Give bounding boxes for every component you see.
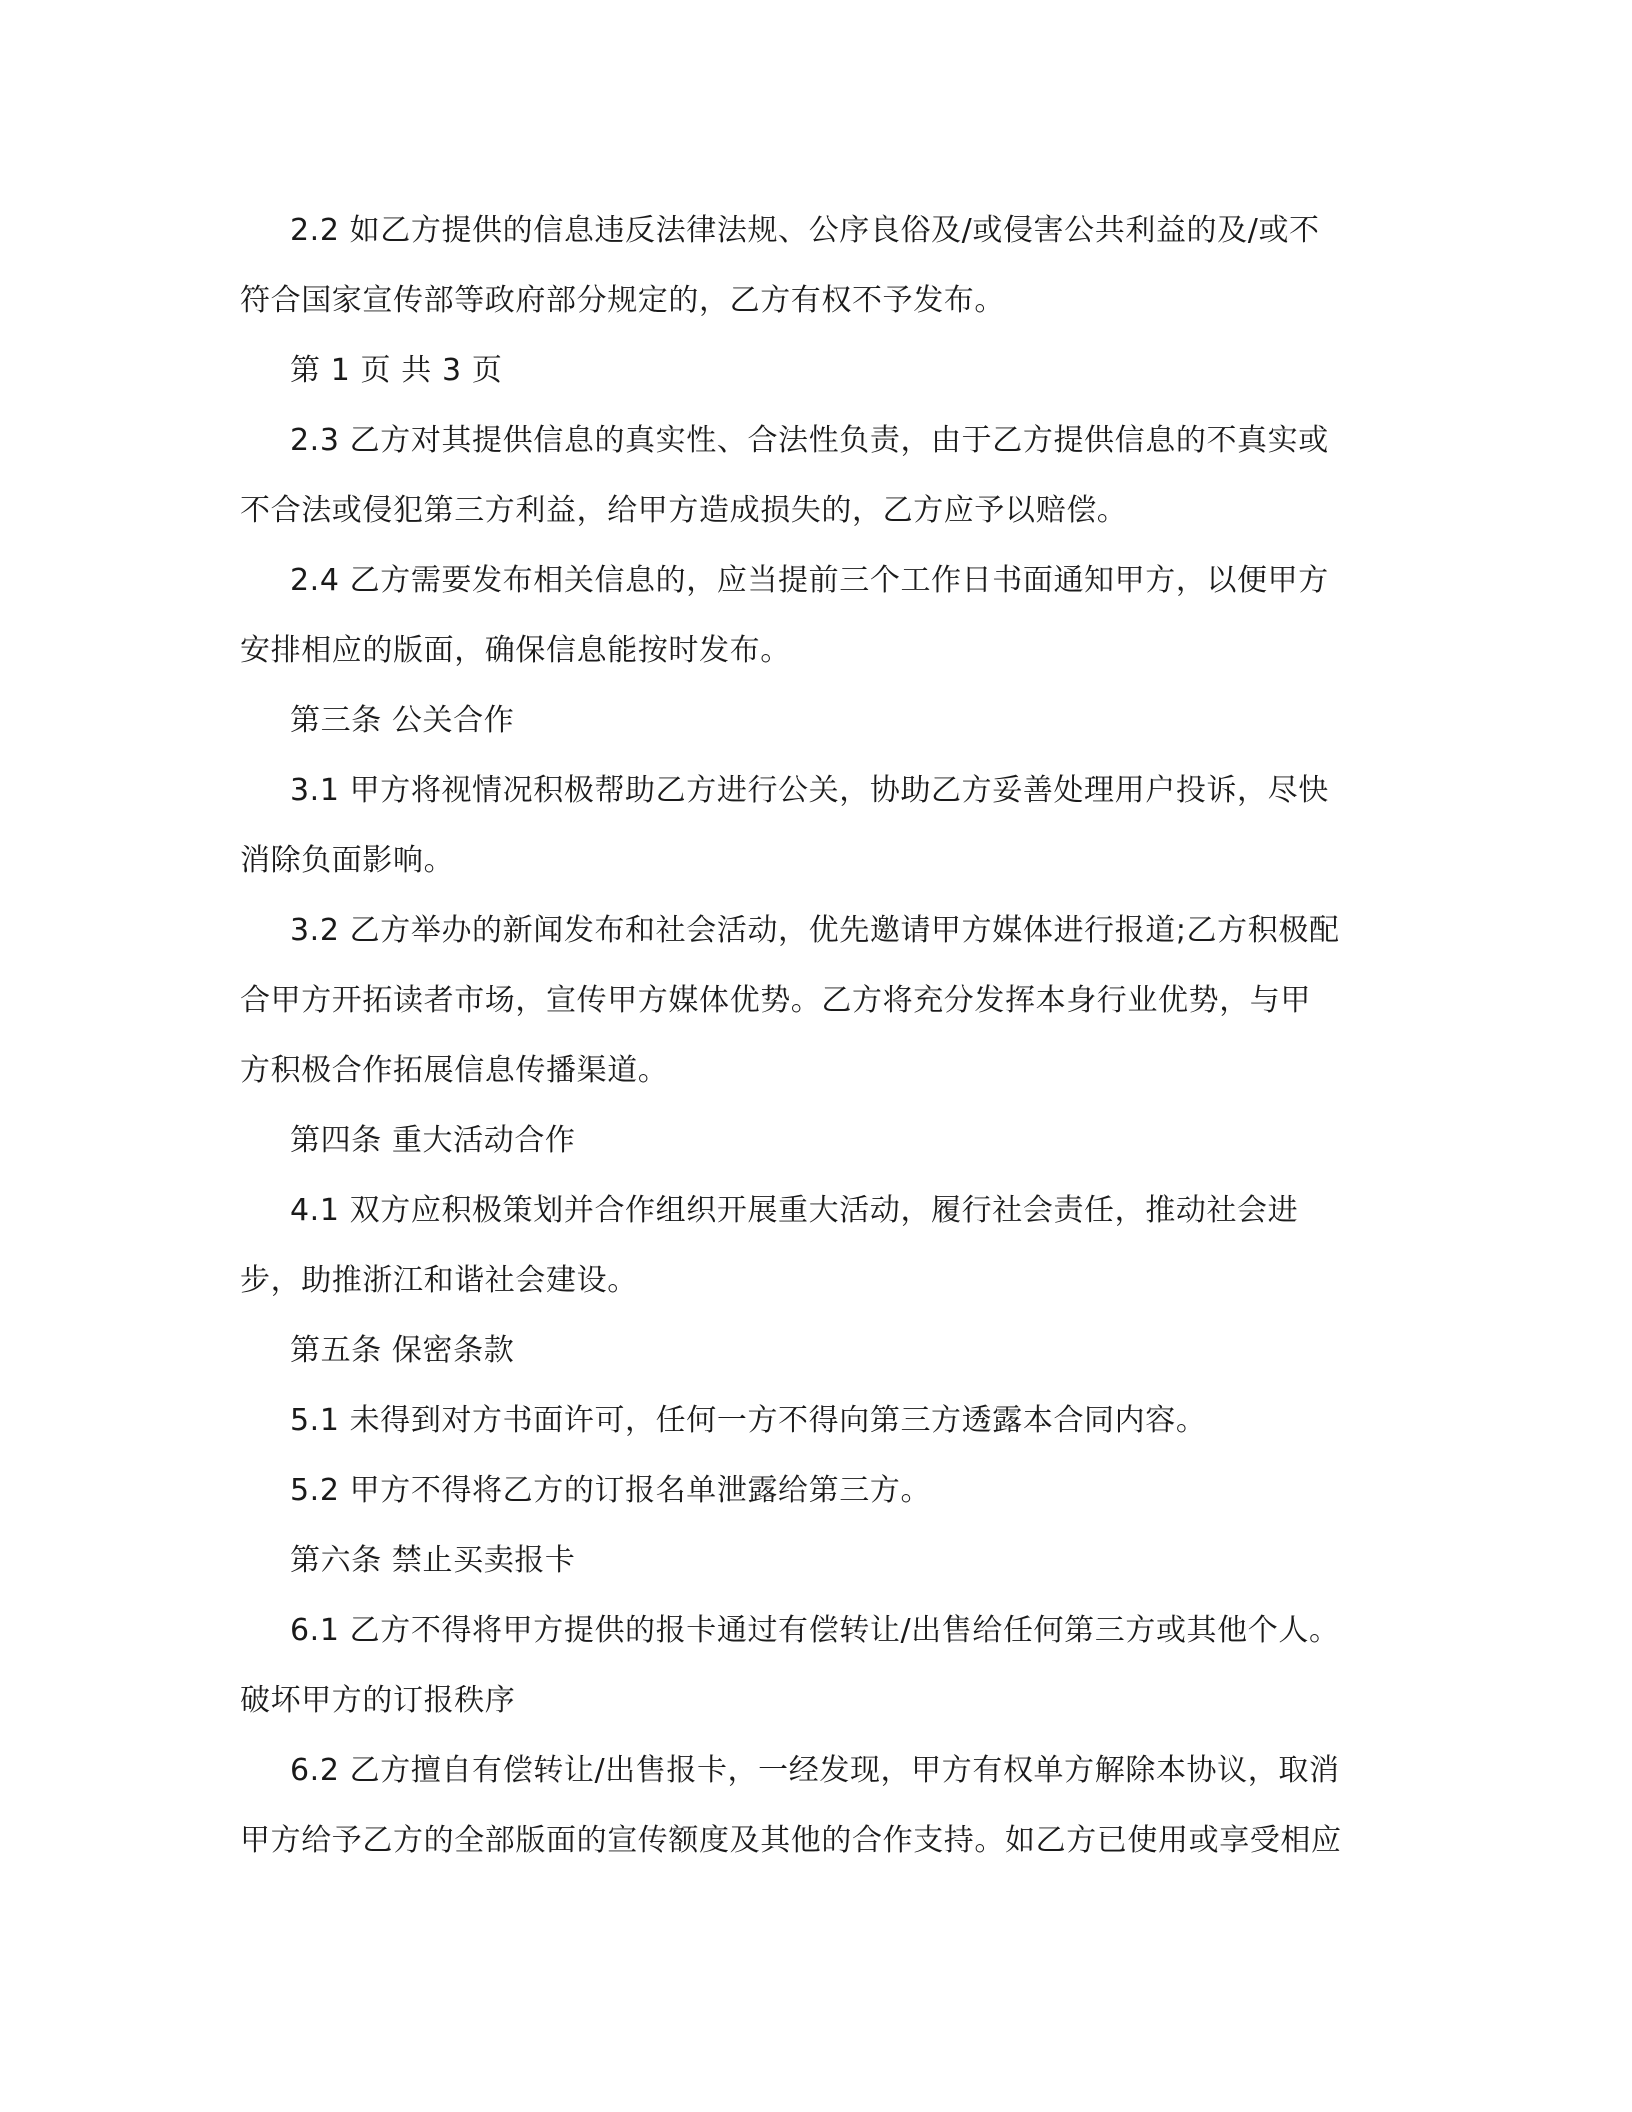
clause-6-1-line-1: 6.1 乙方不得将甲方提供的报卡通过有偿转让/出售给任何第三方或其他个人。 xyxy=(290,1613,1340,1648)
clause-3-1-line-1: 3.1 甲方将视情况积极帮助乙方进行公关，协助乙方妥善处理用户投诉，尽快 xyxy=(290,773,1329,808)
clause-3-2-line-2: 合甲方开拓读者市场，宣传甲方媒体优势。乙方将充分发挥本身行业优势，与甲 xyxy=(240,983,1311,1018)
clause-3-2-line-3: 方积极合作拓展信息传播渠道。 xyxy=(240,1053,669,1088)
article-6-heading: 第六条 禁止买卖报卡 xyxy=(290,1543,576,1578)
clause-2-3-line-1: 2.3 乙方对其提供信息的真实性、合法性负责，由于乙方提供信息的不真实或 xyxy=(290,423,1329,458)
clause-4-1-line-1: 4.1 双方应积极策划并合作组织开展重大活动，履行社会责任，推动社会进 xyxy=(290,1193,1299,1228)
clause-5-2: 5.2 甲方不得将乙方的订报名单泄露给第三方。 xyxy=(290,1473,932,1508)
document-body xyxy=(240,196,1390,1876)
clause-4-1-line-2: 步，助推浙江和谐社会建设。 xyxy=(240,1263,638,1298)
clause-2-4-line-2: 安排相应的版面，确保信息能按时发布。 xyxy=(240,633,791,668)
clause-6-2-line-2: 甲方给予乙方的全部版面的宣传额度及其他的合作支持。如乙方已使用或享受相应 xyxy=(240,1823,1342,1858)
clause-5-1: 5.1 未得到对方书面许可，任何一方不得向第三方透露本合同内容。 xyxy=(290,1403,1207,1438)
clause-2-2-line-1: 2.2 如乙方提供的信息违反法律法规、公序良俗及/或侵害公共利益的及/或不 xyxy=(290,213,1320,248)
clause-2-3-line-2: 不合法或侵犯第三方利益，给甲方造成损失的，乙方应予以赔偿。 xyxy=(240,493,1128,528)
clause-6-1-line-2: 破坏甲方的订报秩序 xyxy=(240,1683,516,1718)
article-3-heading: 第三条 公关合作 xyxy=(290,703,515,738)
article-5-heading: 第五条 保密条款 xyxy=(290,1333,515,1368)
clause-2-4-line-1: 2.4 乙方需要发布相关信息的，应当提前三个工作日书面通知甲方，以便甲方 xyxy=(290,563,1329,598)
clause-6-2-line-1: 6.2 乙方擅自有偿转让/出售报卡，一经发现，甲方有权单方解除本协议，取消 xyxy=(290,1753,1340,1788)
clause-3-1-line-2: 消除负面影响。 xyxy=(240,843,455,878)
clause-2-2-line-2: 符合国家宣传部等政府部分规定的，乙方有权不予发布。 xyxy=(240,283,1005,318)
page-number: 第 1 页 共 3 页 xyxy=(290,353,503,388)
clause-3-2-line-1: 3.2 乙方举办的新闻发布和社会活动，优先邀请甲方媒体进行报道;乙方积极配 xyxy=(290,913,1340,948)
article-4-heading: 第四条 重大活动合作 xyxy=(290,1123,576,1158)
